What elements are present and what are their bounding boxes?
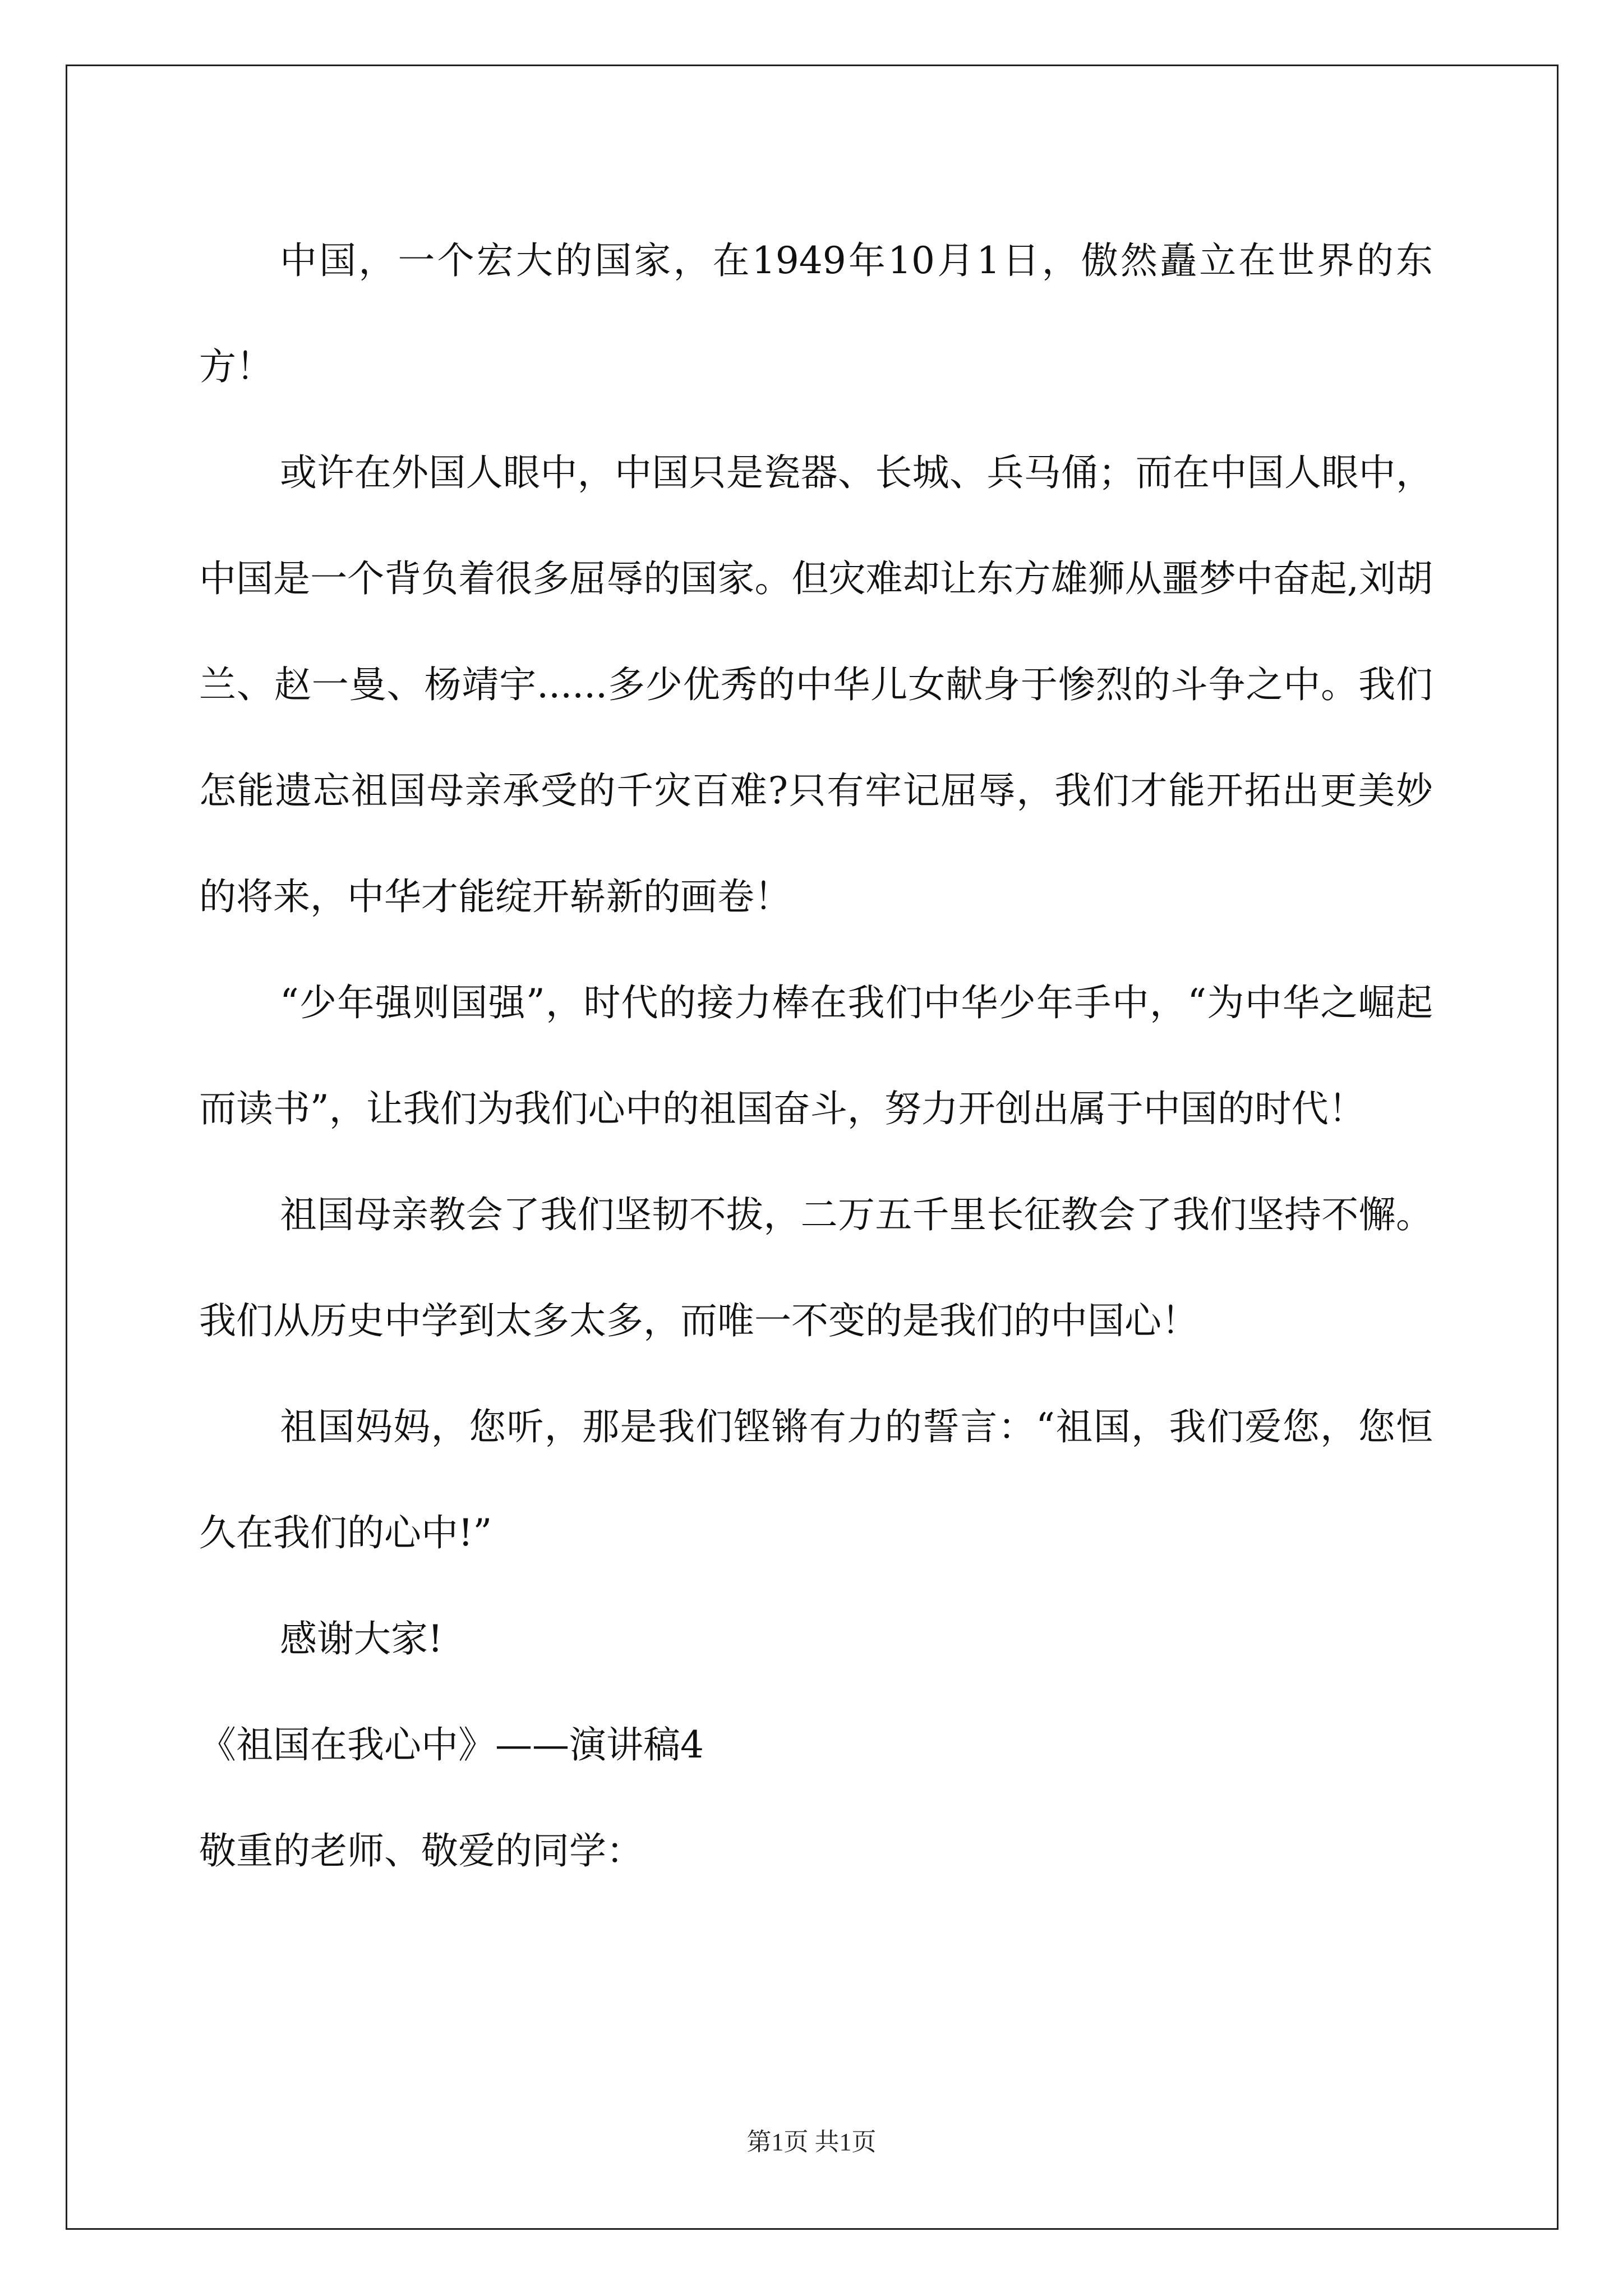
paragraph-2: 或许在外国人眼中，中国只是瓷器、长城、兵马俑；而在中国人眼中，中国是一个背负着很多屈辱的国家。但灾难却让东方雄狮从噩梦中奋起,刘胡兰、赵一曼、杨靖宇......多少优秀的中华儿女献身于惨烈的斗争之中。我们怎能遗忘祖国母亲承受的千灾百难?只有牢记屈辱，我们才能开拓出更美妙的将来，中华才能绽开崭新的画卷！ <box>199 451 1433 918</box>
section-title: 《祖国在我心中》——演讲稿4 <box>199 1723 704 1766</box>
paragraph-1: 中国，一个宏大的国家，在1949年10月1日，傲然矗立在世界的东方！ <box>199 239 1433 388</box>
salutation: 敬重的老师、敬爱的同学： <box>199 1829 643 1872</box>
paragraph-3: “少年强则国强”，时代的接力棒在我们中华少年手中，“为中华之崛起而读书”，让我们为我们心中的祖国奋斗，努力开创出属于中国的时代！ <box>199 981 1433 1130</box>
paragraph-6: 感谢大家! <box>280 1617 443 1660</box>
paragraph-4: 祖国母亲教会了我们坚韧不拔，二万五千里长征教会了我们坚持不懈。我们从历史中学到太多太多，而唯一不变的是我们的中国心！ <box>199 1193 1433 1342</box>
page-number-footer: 第1页 共1页 <box>746 2128 877 2156</box>
document-body <box>199 208 1433 1904</box>
paragraph-5: 祖国妈妈，您听，那是我们铿锵有力的誓言：“祖国，我们爱您，您恒久在我们的心中!” <box>199 1405 1433 1554</box>
